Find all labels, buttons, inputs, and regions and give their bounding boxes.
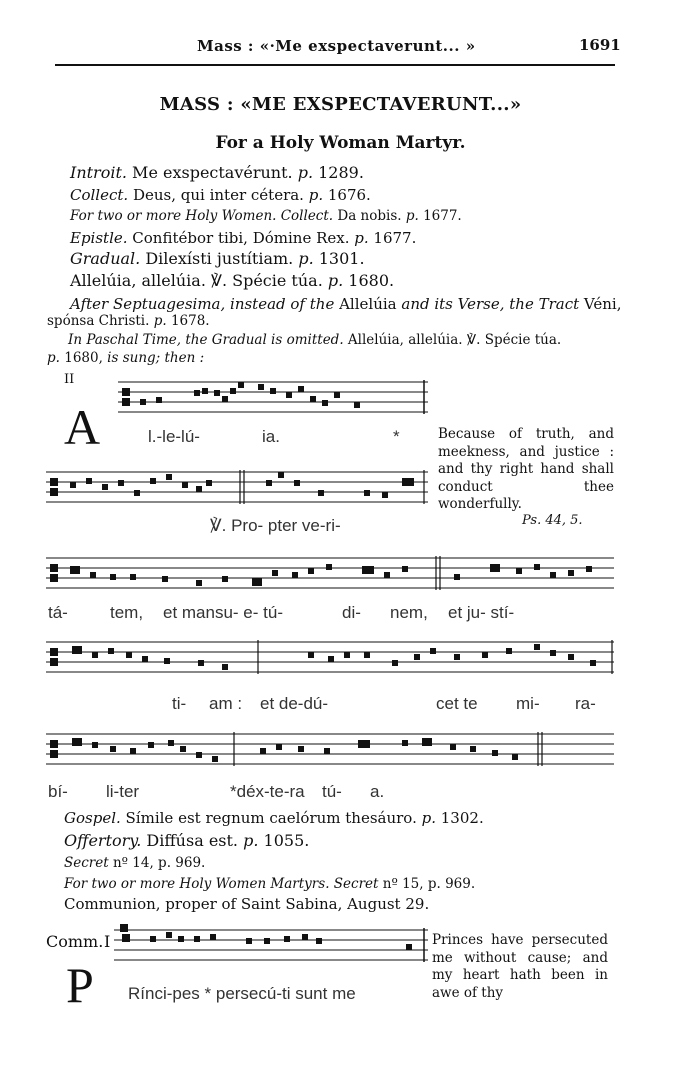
epistle-line: Epistle. Confitébor tibi, Dómine Rex. p. 1677. [70, 229, 417, 247]
alleluia-staff-1 [118, 378, 428, 422]
communion-label: Comm. [46, 932, 104, 951]
alleluia-lyric-row5-1: bí- [48, 782, 68, 801]
running-header-title: Mass : «·Me exspectaverunt... » [197, 37, 476, 55]
alleluia-translation: Because of truth, and meekness, and justice : and thy right hand shall conduct thee wonderfully. [438, 426, 614, 512]
alleluia-lyric-1b: ia. [262, 427, 280, 446]
header-rule [55, 64, 615, 66]
alleluia-lyric-row3-2: tem, [110, 603, 144, 622]
communion-mode: I [104, 932, 111, 951]
alleluia-lyric-row5-5: a. [370, 782, 385, 801]
communion-lyric: Rínci-pes * persecú-ti sunt me [128, 984, 356, 1003]
alleluia-staff-2 [46, 468, 428, 512]
alleluia-reference: Ps. 44, 5. [522, 513, 583, 528]
collect-line: Collect. Deus, qui inter cétera. p. 1676. [70, 186, 371, 204]
alleluia-mode: II [64, 372, 75, 387]
alleluia-staff-3 [46, 552, 614, 598]
alleluia-lyric-row3-5: nem, [390, 603, 428, 622]
page-number: 1691 [579, 36, 621, 54]
alleluia-lyric-row3-6: et ju- stí- [448, 603, 515, 622]
gradual-line: Gradual. Dilexísti justítiam. p. 1301. [70, 249, 365, 268]
alleluia-lyric-row4-6: ra- [575, 694, 596, 713]
mass-title: MASS : «ME EXSPECTAVERUNT...» [159, 94, 522, 115]
communion-staff [114, 922, 428, 968]
paschal-line1: In Paschal Time, the Gradual is omitted. Allelúia, allelúia. ℣. Spécie túa. [68, 332, 562, 348]
septuagesima-line2: spónsa Christi. p. 1678. [47, 313, 210, 329]
alleluia-staff-4 [46, 636, 614, 682]
secret2-line: For two or more Holy Women Martyrs. Secret nº 15, p. 969. [64, 876, 476, 892]
alleluia-staff-5 [46, 728, 614, 774]
alleluia-lyric-row3-1: tá- [48, 603, 68, 622]
communion-line: Communion, proper of Saint Sabina, August 29. [64, 895, 430, 913]
alleluia-lyric-row4-1: ti- [172, 694, 187, 713]
alleluia-lyric-row5-3: *déx-te-ra [230, 782, 305, 801]
offertory-line: Offertory. Diffúsa est. p. 1055. [64, 831, 310, 850]
communion-translation: Princes have persecuted me without cause; and my heart hath been in awe of thy [432, 932, 608, 1001]
alleluia-lyric-row4-4: cet te [436, 694, 478, 713]
alleluia-lyric-row4-2: am : [209, 694, 243, 713]
alleluia-lyric-row3-4: di- [342, 603, 361, 622]
alleluia-initial: A [64, 399, 101, 455]
collect2-line: For two or more Holy Women. Collect. Da nobis. p. 1677. [70, 208, 462, 224]
mass-subtitle: For a Holy Woman Martyr. [215, 133, 466, 153]
secret-line: Secret nº 14, p. 969. [64, 855, 206, 871]
alleluia-lyric-1: l.-le-lú- [148, 427, 200, 446]
gospel-line: Gospel. Símile est regnum caelórum thesáuro. p. 1302. [64, 809, 484, 827]
alleluia-asterisk: * [393, 427, 400, 446]
introit-line: Introit. Me exspectavérunt. p. 1289. [70, 163, 364, 182]
paschal-line2: p. 1680, is sung; then : [47, 350, 205, 366]
alleluia-lyric-row3-3: et mansu- e- tú- [163, 603, 283, 622]
alleluia-lyric-row4-5: mi- [516, 694, 540, 713]
alleluia-verse-line: ℣. Pro- pter ve-ri- [210, 516, 341, 535]
septuagesima-line1: After Septuagesima, instead of the Allelúia and its Verse, the Tract Véni, [70, 295, 622, 313]
alleluia-line: Allelúia, allelúia. ℣. Spécie túa. p. 1680. [70, 271, 395, 290]
alleluia-lyric-row5-4: tú- [322, 782, 342, 801]
communion-initial: P [66, 957, 94, 1013]
alleluia-lyric-row4-3: et de-dú- [260, 694, 329, 713]
alleluia-lyric-row5-2: li-ter [106, 782, 140, 801]
